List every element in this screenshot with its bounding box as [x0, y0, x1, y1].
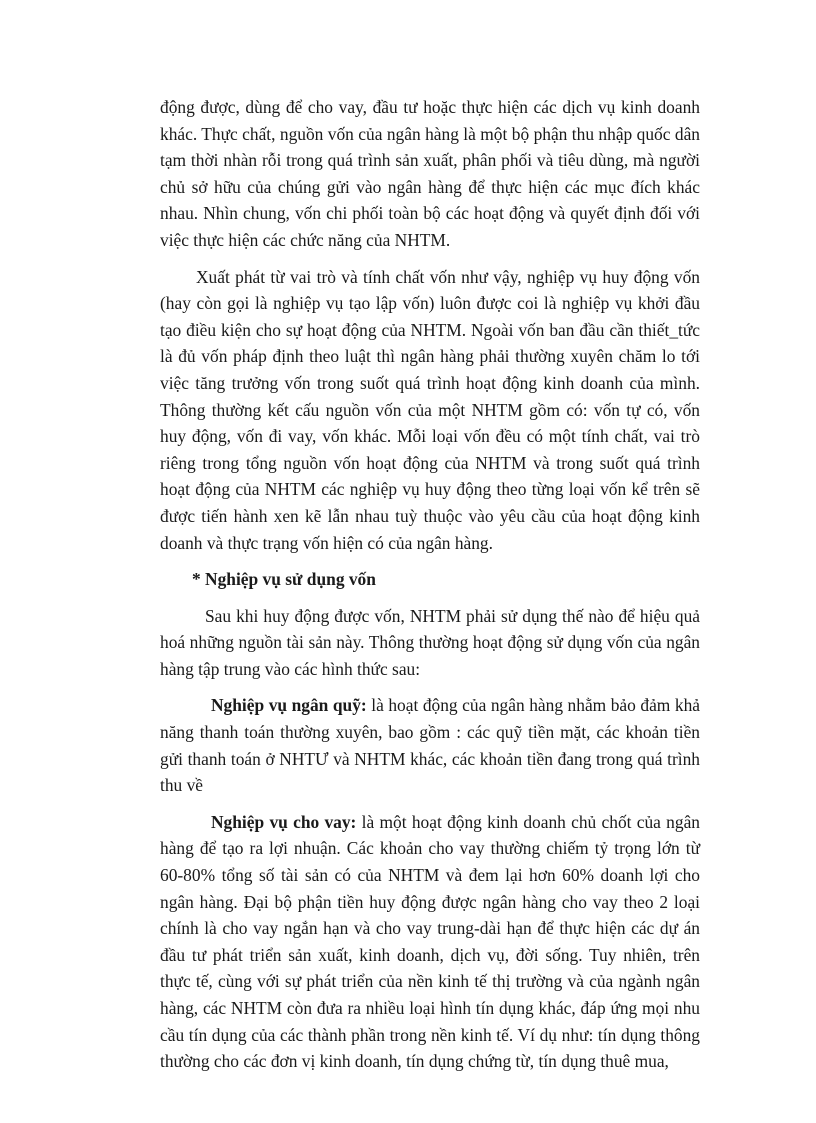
paragraph-capital-usage-intro: Sau khi huy động được vốn, NHTM phải sử dụng thế nào để hiệu quả hoá những nguồn tài sản này. Thông thường hoạt động sử dụng vốn của ngân hàng tập trung vào các hình thức sau: — [160, 605, 700, 679]
treasury-description: là hoạt động của ngân hàng nhằm bảo đảm khả năng thanh toán thường xuyên, bao gồm : các quỹ tiền mặt, các khoản tiền gửi thanh toán ở NHTƯ và NHTM khác, các khoản tiền đang trong quá trình thu về — [160, 695, 700, 796]
paragraph-capital-overview: động được, dùng để cho vay, đầu tư hoặc thực hiện các dịch vụ kinh doanh khác. Thực chất, nguồn vốn của ngân hàng là một bộ phận thu nhập quốc dân tạm thời nhàn rỗi trong quá trình sản xuất, phân phối và tiêu dùng, mà người chủ sở hữu của chúng gửi vào ngân hàng để thực hiện các mục đích khác nhau. Nhìn chung, vốn chi phối toàn bộ các hoạt động và quyết định đối với việc thực hiện các chức năng của NHTM. — [160, 97, 700, 250]
paragraph-lending-operations — [160, 809, 700, 1075]
paragraph-capital-mobilization: Xuất phát từ vai trò và tính chất vốn như vậy, nghiệp vụ huy động vốn (hay còn gọi là nghiệp vụ tạo lập vốn) luôn được coi là nghiệp vụ khởi đầu tạo điều kiện cho sự hoạt động của NHTM. Ngoài vốn ban đầu cần thiết_tức là đủ vốn pháp định theo luật thì ngân hàng phải thường xuyên chăm lo tới việc tăng trưởng vốn trong suốt quá trình hoạt động kinh doanh của mình. Thông thường kết cấu nguồn vốn của một NHTM gồm có: vốn tự có, vốn huy động, vốn đi vay, vốn khác. Mỗi loại vốn đều có một tính chất, vai trò riêng trong tổng nguồn vốn hoạt động của NHTM và trong suốt quá trình hoạt động của NHTM các nghiệp vụ huy động theo từng loại vốn kể trên sẽ được tiến hành xen kẽ lẫn nhau tuỳ thuộc vào yêu cầu của hoạt động kinh doanh và thực trạng vốn hiện có của ngân hàng. — [160, 266, 700, 553]
lending-description: là một hoạt động kinh doanh chủ chốt của ngân hàng để tạo ra lợi nhuận. Các khoản cho vay thường chiếm tỷ trọng lớn từ 60-80% tổng số tài sản có của NHTM và đem lại hơn 60% doanh lợi cho ngân hàng. Đại bộ phận tiền huy động được ngân hàng cho vay theo 2 loại chính là cho vay ngắn hạn và cho vay trung-dài hạn để thực hiện các dự án đầu tư phát triển sản xuất, kinh doanh, dịch vụ, đời sống. Tuy nhiên, trên thực tế, cùng với sự phát triển của nền kinh tế thị trường và của ngành ngân hàng, các NHTM còn đưa ra nhiều loại hình tín dụng khác, đáp ứng mọi nhu cầu tín dụng của các thành phần trong nền kinh tế. Ví dụ như: tín dụng thông thường cho các đơn vị kinh doanh, tín dụng chứng từ, tín dụng thuê mua, — [160, 811, 700, 1072]
term-treasury: Nghiệp vụ ngân quỹ: — [211, 695, 367, 716]
paragraph-treasury-operations — [160, 692, 700, 798]
section-heading-capital-usage: * Nghiệp vụ sử dụng vốn — [192, 569, 376, 590]
document-page — [160, 94, 700, 1085]
term-lending: Nghiệp vụ cho vay: — [211, 811, 357, 832]
